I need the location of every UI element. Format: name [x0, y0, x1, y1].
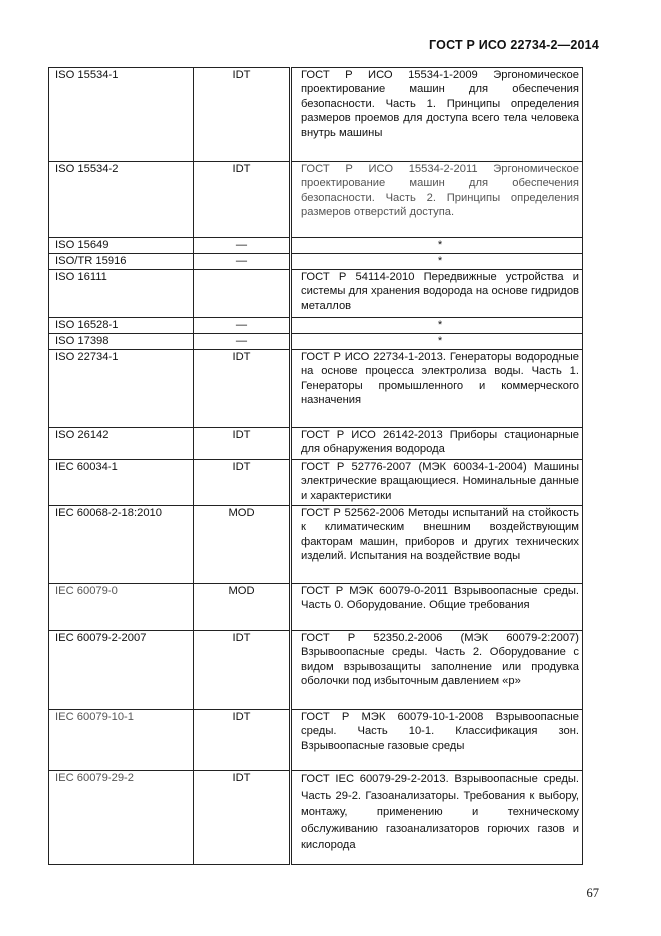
document-header: ГОСТ Р ИСО 22734-2—2014 [429, 38, 599, 52]
national-standard-cell: ГОСТ Р МЭК 60079-10-1-2008 Взрывоопасные среды. Часть 10-1. Классификация зон. Взрывоопасные газовые среды [291, 710, 583, 771]
standards-correspondence-table [48, 67, 583, 865]
national-standard-cell: ГОСТ Р 54114-2010 Передвижные устройства и системы для хранения водорода на основе гидридов металлов [291, 270, 583, 318]
reference-standard-cell: IEC 60034-1 [49, 460, 194, 506]
reference-standard-cell: ISO 16111 [49, 270, 194, 318]
reference-standard-cell: ISO 22734-1 [49, 350, 194, 428]
national-standard-cell: ГОСТ Р МЭК 60079-0-2011 Взрывоопасные среды. Часть 0. Оборудование. Общие требования [291, 584, 583, 631]
reference-standard-cell: IEC 60079-10-1 [49, 710, 194, 771]
national-standard-cell: ГОСТ Р 52562-2006 Методы испытаний на стойкость к климатическим внешним воздействующим факторам машин, приборов и других технических изделий. Испытания на воздействие воды [291, 506, 583, 584]
national-standard-cell: * [291, 334, 583, 350]
correspondence-degree-cell: IDT [194, 162, 291, 238]
reference-standard-cell: ISO 17398 [49, 334, 194, 350]
correspondence-degree-cell: IDT [194, 771, 291, 865]
table-row [49, 254, 583, 270]
correspondence-degree-cell: MOD [194, 584, 291, 631]
reference-standard-cell: ISO 15534-2 [49, 162, 194, 238]
table-row [49, 318, 583, 334]
table-row [49, 334, 583, 350]
correspondence-degree-cell: IDT [194, 68, 291, 162]
table-row [49, 710, 583, 771]
table-row [49, 162, 583, 238]
reference-standard-cell: ISO 26142 [49, 428, 194, 460]
table-row [49, 68, 583, 162]
reference-standard-cell: ISO 16528-1 [49, 318, 194, 334]
national-standard-cell: ГОСТ Р 52776-2007 (МЭК 60034-1-2004) Машины электрические вращающиеся. Номинальные данные и характеристики [291, 460, 583, 506]
national-standard-cell: * [291, 318, 583, 334]
national-standard-cell: ГОСТ Р 52350.2-2006 (МЭК 60079-2:2007) Взрывоопасные среды. Часть 2. Оборудование с видом взрывозащиты заполнение или продувка оболочки под избыточным давлением «р» [291, 631, 583, 710]
table-row [49, 270, 583, 318]
national-standard-cell: ГОСТ Р ИСО 15534-1-2009 Эргономическое проектирование машин для обеспечения безопасности. Часть 1. Принципы определения размеров проемов для доступа всего тела человека внутрь машины [291, 68, 583, 162]
correspondence-degree-cell: — [194, 254, 291, 270]
national-standard-cell: ГОСТ Р ИСО 26142-2013 Приборы стационарные для обнаружения водорода [291, 428, 583, 460]
page-number: 67 [586, 886, 599, 900]
correspondence-degree-cell: MOD [194, 506, 291, 584]
reference-standard-cell: ISO 15649 [49, 238, 194, 254]
national-standard-cell: * [291, 254, 583, 270]
correspondence-degree-cell [194, 270, 291, 318]
table-row [49, 506, 583, 584]
correspondence-degree-cell: IDT [194, 460, 291, 506]
correspondence-degree-cell: — [194, 334, 291, 350]
table-row [49, 350, 583, 428]
national-standard-cell: * [291, 238, 583, 254]
correspondence-degree-cell: IDT [194, 710, 291, 771]
table-row [49, 428, 583, 460]
correspondence-degree-cell: IDT [194, 631, 291, 710]
reference-standard-cell: IEC 60079-0 [49, 584, 194, 631]
reference-standard-cell: IEC 60068-2-18:2010 [49, 506, 194, 584]
table-row [49, 584, 583, 631]
correspondence-degree-cell: IDT [194, 428, 291, 460]
reference-standard-cell: ISO/TR 15916 [49, 254, 194, 270]
national-standard-cell: ГОСТ IEC 60079-29-2-2013. Взрывоопасные среды. Часть 29-2. Газоанализаторы. Требования к выбору, монтажу, применению и техническому обслуживанию газоанализаторов горючих газов и кислорода [291, 771, 583, 865]
national-standard-cell: ГОСТ Р ИСО 22734-1-2013. Генераторы водородные на основе процесса электролиза воды. Часть 1. Генераторы промышленного и коммерческого назначения [291, 350, 583, 428]
reference-standard-cell: IEC 60079-2-2007 [49, 631, 194, 710]
table-row [49, 460, 583, 506]
correspondence-degree-cell: — [194, 238, 291, 254]
table-row [49, 631, 583, 710]
reference-standard-cell: ISO 15534-1 [49, 68, 194, 162]
reference-standard-cell: IEC 60079-29-2 [49, 771, 194, 865]
correspondence-degree-cell: — [194, 318, 291, 334]
correspondence-degree-cell: IDT [194, 350, 291, 428]
national-standard-cell: ГОСТ Р ИСО 15534-2-2011 Эргономическое проектирование машин для обеспечения безопасности. Часть 2. Принципы определения размеров отверстий доступа. [291, 162, 583, 238]
table-row [49, 771, 583, 865]
table-row [49, 238, 583, 254]
